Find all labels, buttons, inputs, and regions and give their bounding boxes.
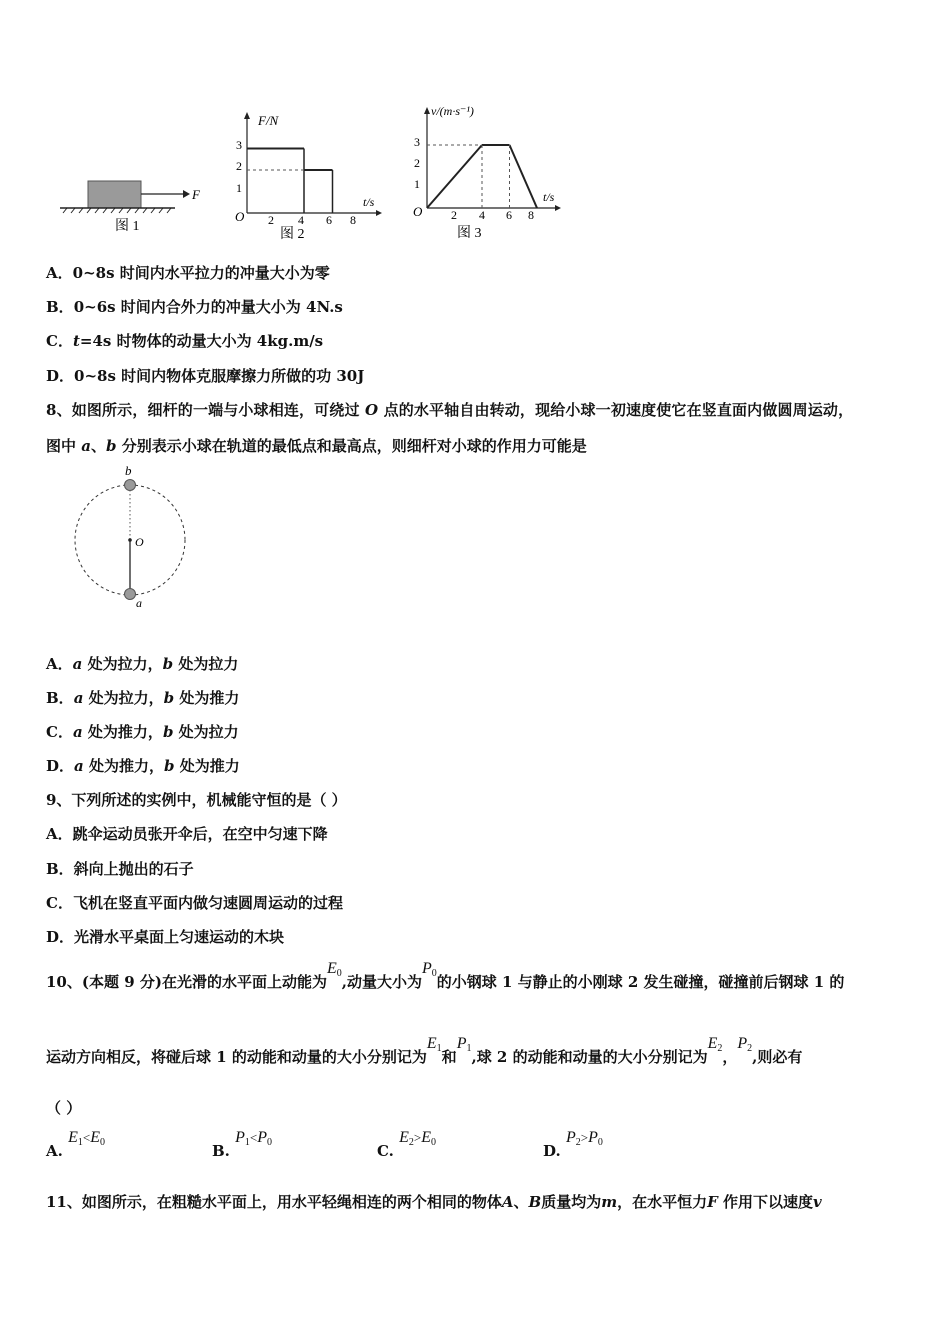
q9-stem: 9、下列所述的实例中，机械能守恒的是（ ） bbox=[46, 791, 347, 809]
q9-option-d[interactable]: D．光滑水平桌面上匀速运动的木块 bbox=[46, 928, 285, 946]
x-tick-6: 6 bbox=[506, 208, 512, 222]
figure-4-circular-motion bbox=[65, 460, 200, 610]
q8-option-a[interactable]: A．a 处为拉力，b 处为拉力 bbox=[46, 655, 239, 673]
q8-option-d[interactable]: D．a 处为推力，b 处为推力 bbox=[46, 757, 240, 775]
point-b-label: b bbox=[125, 463, 132, 478]
y-tick-2: 2 bbox=[236, 159, 242, 173]
y-tick-1: 1 bbox=[236, 181, 242, 195]
q10-stem-line-2: 运动方向相反，将碰后球 1 的动能和动量的大小分别记为$E_1$和$P_1$,球 2 的动能和动量的大小分别记为$E_2$，$P_2$,则必有 bbox=[46, 1035, 803, 1066]
q10-option-b[interactable]: B. $P_1<P_0$ bbox=[212, 1129, 273, 1160]
x-axis-label: t/s bbox=[363, 195, 375, 209]
q10-paren: （ ） bbox=[46, 1099, 82, 1117]
y-tick-1: 1 bbox=[414, 177, 420, 191]
y-axis-label: v/(m·s⁻¹) bbox=[431, 104, 474, 118]
q7-option-b[interactable]: B．0~6s 时间内合外力的冲量大小为 4N.s bbox=[46, 298, 343, 316]
x-axis-label: t/s bbox=[543, 190, 555, 204]
velocity-segment-0 bbox=[427, 145, 482, 208]
q9-option-c[interactable]: C．飞机在竖直平面内做匀速圆周运动的过程 bbox=[46, 894, 343, 912]
q10-option-d[interactable]: D. $P_2>P_0$ bbox=[543, 1129, 603, 1160]
figure-1-block-on-ground bbox=[55, 170, 205, 240]
q10-option-c[interactable]: C. $E_2>E_0$ bbox=[377, 1129, 437, 1160]
y-axis-label: F/N bbox=[258, 113, 279, 128]
center-o-label: O bbox=[135, 535, 144, 549]
figure-1-caption: 图 1 bbox=[115, 219, 140, 234]
q10-option-a[interactable]: A. $E_1<E_0$ bbox=[46, 1129, 106, 1160]
q7-option-d[interactable]: D．0~8s 时间内物体克服摩擦力所做的功 30J bbox=[46, 367, 365, 385]
block bbox=[88, 181, 141, 208]
q8-stem-line-1: 8、如图所示，细杆的一端与小球相连，可绕过 O 点的水平轴自由转动，现给小球一初速度使它在竖直面内做圆周运动， bbox=[46, 401, 854, 419]
y-tick-2: 2 bbox=[414, 156, 420, 170]
x-tick-8: 8 bbox=[350, 213, 356, 227]
arrow-head-icon bbox=[183, 190, 190, 198]
force-label: F bbox=[192, 187, 200, 202]
ball-b bbox=[125, 480, 136, 491]
velocity-segment-2 bbox=[510, 145, 538, 208]
origin-label: O bbox=[235, 209, 245, 224]
q11-stem: 11、如图所示，在粗糙水平面上，用水平轻绳相连的两个相同的物体A、B质量均为m，在水平恒力F 作用下以速度v bbox=[46, 1193, 822, 1211]
figure-2-force-time-graph bbox=[228, 105, 388, 245]
q7-option-a[interactable]: A．0~8s 时间内水平拉力的冲量大小为零 bbox=[46, 264, 330, 282]
x-tick-6: 6 bbox=[326, 213, 332, 227]
y-tick-3: 3 bbox=[414, 135, 420, 149]
x-tick-2: 2 bbox=[268, 213, 274, 227]
x-tick-4: 4 bbox=[298, 213, 304, 227]
figure-2-caption: 图 2 bbox=[280, 227, 305, 242]
q10-stem-line-1: 10、(本题 9 分)在光滑的水平面上动能为$E_0$,动量大小为$P_0$的小钢球 1 与静止的小刚球 2 发生碰撞，碰撞前后钢球 1 的 bbox=[46, 960, 845, 991]
q9-option-a[interactable]: A．跳伞运动员张开伞后，在空中匀速下降 bbox=[46, 825, 328, 843]
figure-3-caption: 图 3 bbox=[457, 226, 482, 241]
q7-option-c[interactable]: C．t=4s 时物体的动量大小为 4kg.m/s bbox=[46, 332, 324, 350]
point-a-label: a bbox=[136, 596, 142, 610]
origin-label: O bbox=[413, 204, 423, 219]
figure-3-velocity-time-graph bbox=[405, 100, 570, 245]
q9-option-b[interactable]: B．斜向上抛出的石子 bbox=[46, 860, 194, 878]
y-tick-3: 3 bbox=[236, 138, 242, 152]
q8-stem-line-2: 图中 a、b 分别表示小球在轨道的最低点和最高点，则细杆对小球的作用力可能是 bbox=[46, 437, 587, 455]
ball-a bbox=[125, 589, 136, 600]
x-tick-2: 2 bbox=[451, 208, 457, 222]
q8-option-b[interactable]: B．a 处为拉力，b 处为推力 bbox=[46, 689, 240, 707]
x-tick-4: 4 bbox=[479, 208, 485, 222]
q8-option-c[interactable]: C．a 处为推力，b 处为拉力 bbox=[46, 723, 239, 741]
x-tick-8: 8 bbox=[528, 208, 534, 222]
